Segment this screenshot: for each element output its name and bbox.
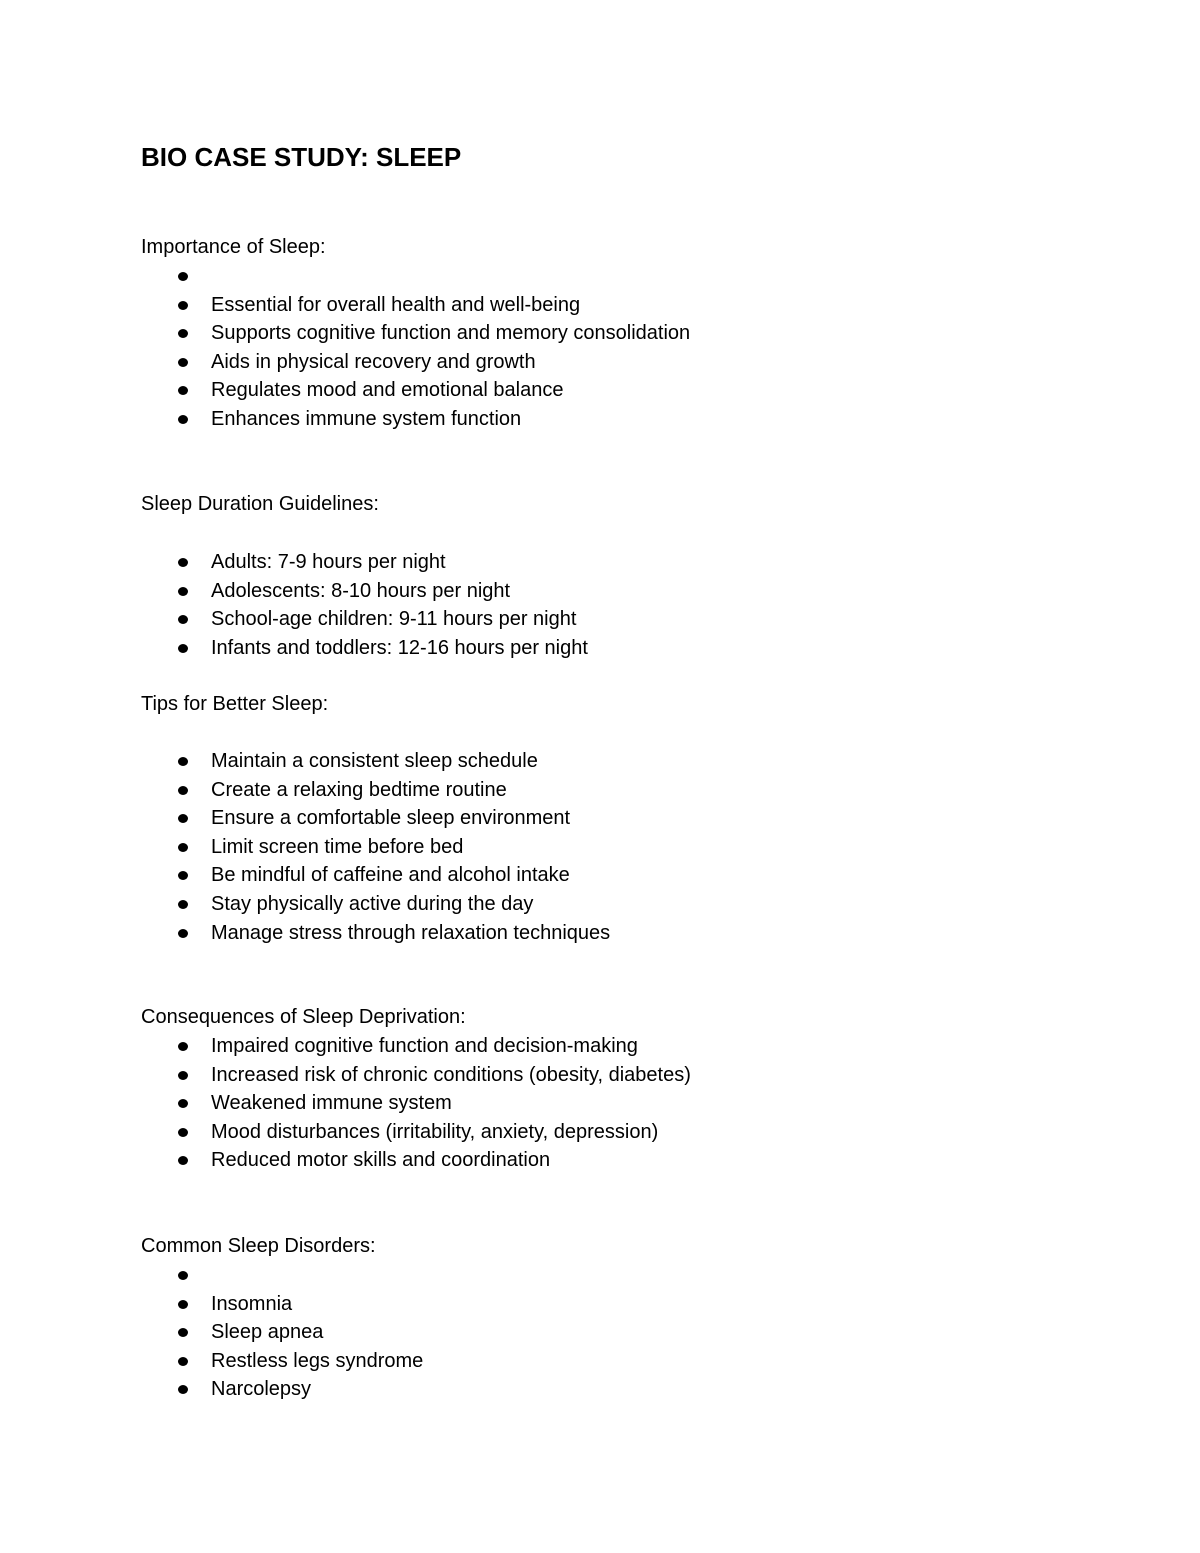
bullet-icon [178,1071,188,1080]
bullet-icon [178,1156,188,1165]
bullet-icon [178,929,188,938]
bullet-icon [178,615,188,624]
section-heading-consequences: Consequences of Sleep Deprivation: [141,1006,466,1028]
section-heading-disorders: Common Sleep Disorders: [141,1235,376,1257]
bullet-icon [178,329,188,338]
bullet-icon [178,1300,188,1309]
bullet-icon [178,871,188,880]
bullet-icon [178,358,188,367]
bullet-icon [178,1099,188,1108]
document-page: BIO CASE STUDY: SLEEP Importance of Sleep: Essential for overall health and well-being Supports cognitive function and memory consolidation Aids in physical recovery and growth Regulates mood and emotional balance Enhances immune system function Sleep Duration Guidelines: Adults: 7-9 hours per night Adolescents: 8-10 hours per night School-age children: 9-11 hours per night Infants and toddlers: 12-16 hours per night Tips for Better Sleep: Maintain a consistent sleep schedule Create a relaxing bedtime routine Ensure a comfortable sleep environment Limit screen time before bed Be mindful of caffeine and alcohol intake Stay physically active during the day Manage stress through relaxation techniques Consequences of Sleep Deprivation: Impaired cognitive function and decision-making Increased risk of chronic conditions (obesity, diabetes) Weakened immune system Mood disturbances (irritability, anxiety, depression) Reduced motor skills and coordination Common Sleep Disorders: Insomnia Sleep apnea Restless legs syndrome Narcolepsy [0,0,1200,1553]
bullet-icon [178,1128,188,1137]
bullet-icon [178,558,188,567]
bullet-icon [178,814,188,823]
bullet-icon [178,301,188,310]
section-heading-tips: Tips for Better Sleep: [141,693,329,715]
bullet-icon [178,900,188,909]
section-heading-duration: Sleep Duration Guidelines: [141,493,379,515]
document-title: BIO CASE STUDY: SLEEP [141,142,462,172]
bullet-icon [178,1042,188,1051]
bullet-icon [178,272,188,281]
bullet-icon [178,386,188,395]
bullet-icon [178,1357,188,1366]
bullet-icon [178,786,188,795]
bullet-icon [178,415,188,424]
bullet-icon [178,1385,188,1394]
section-heading-importance: Importance of Sleep: [141,236,326,258]
bullet-icon [178,757,188,766]
bullet-icon [178,843,188,852]
bullet-icon [178,644,188,653]
bullet-icon [178,1328,188,1337]
bullet-icon [178,1271,188,1280]
bullet-icon [178,587,188,596]
